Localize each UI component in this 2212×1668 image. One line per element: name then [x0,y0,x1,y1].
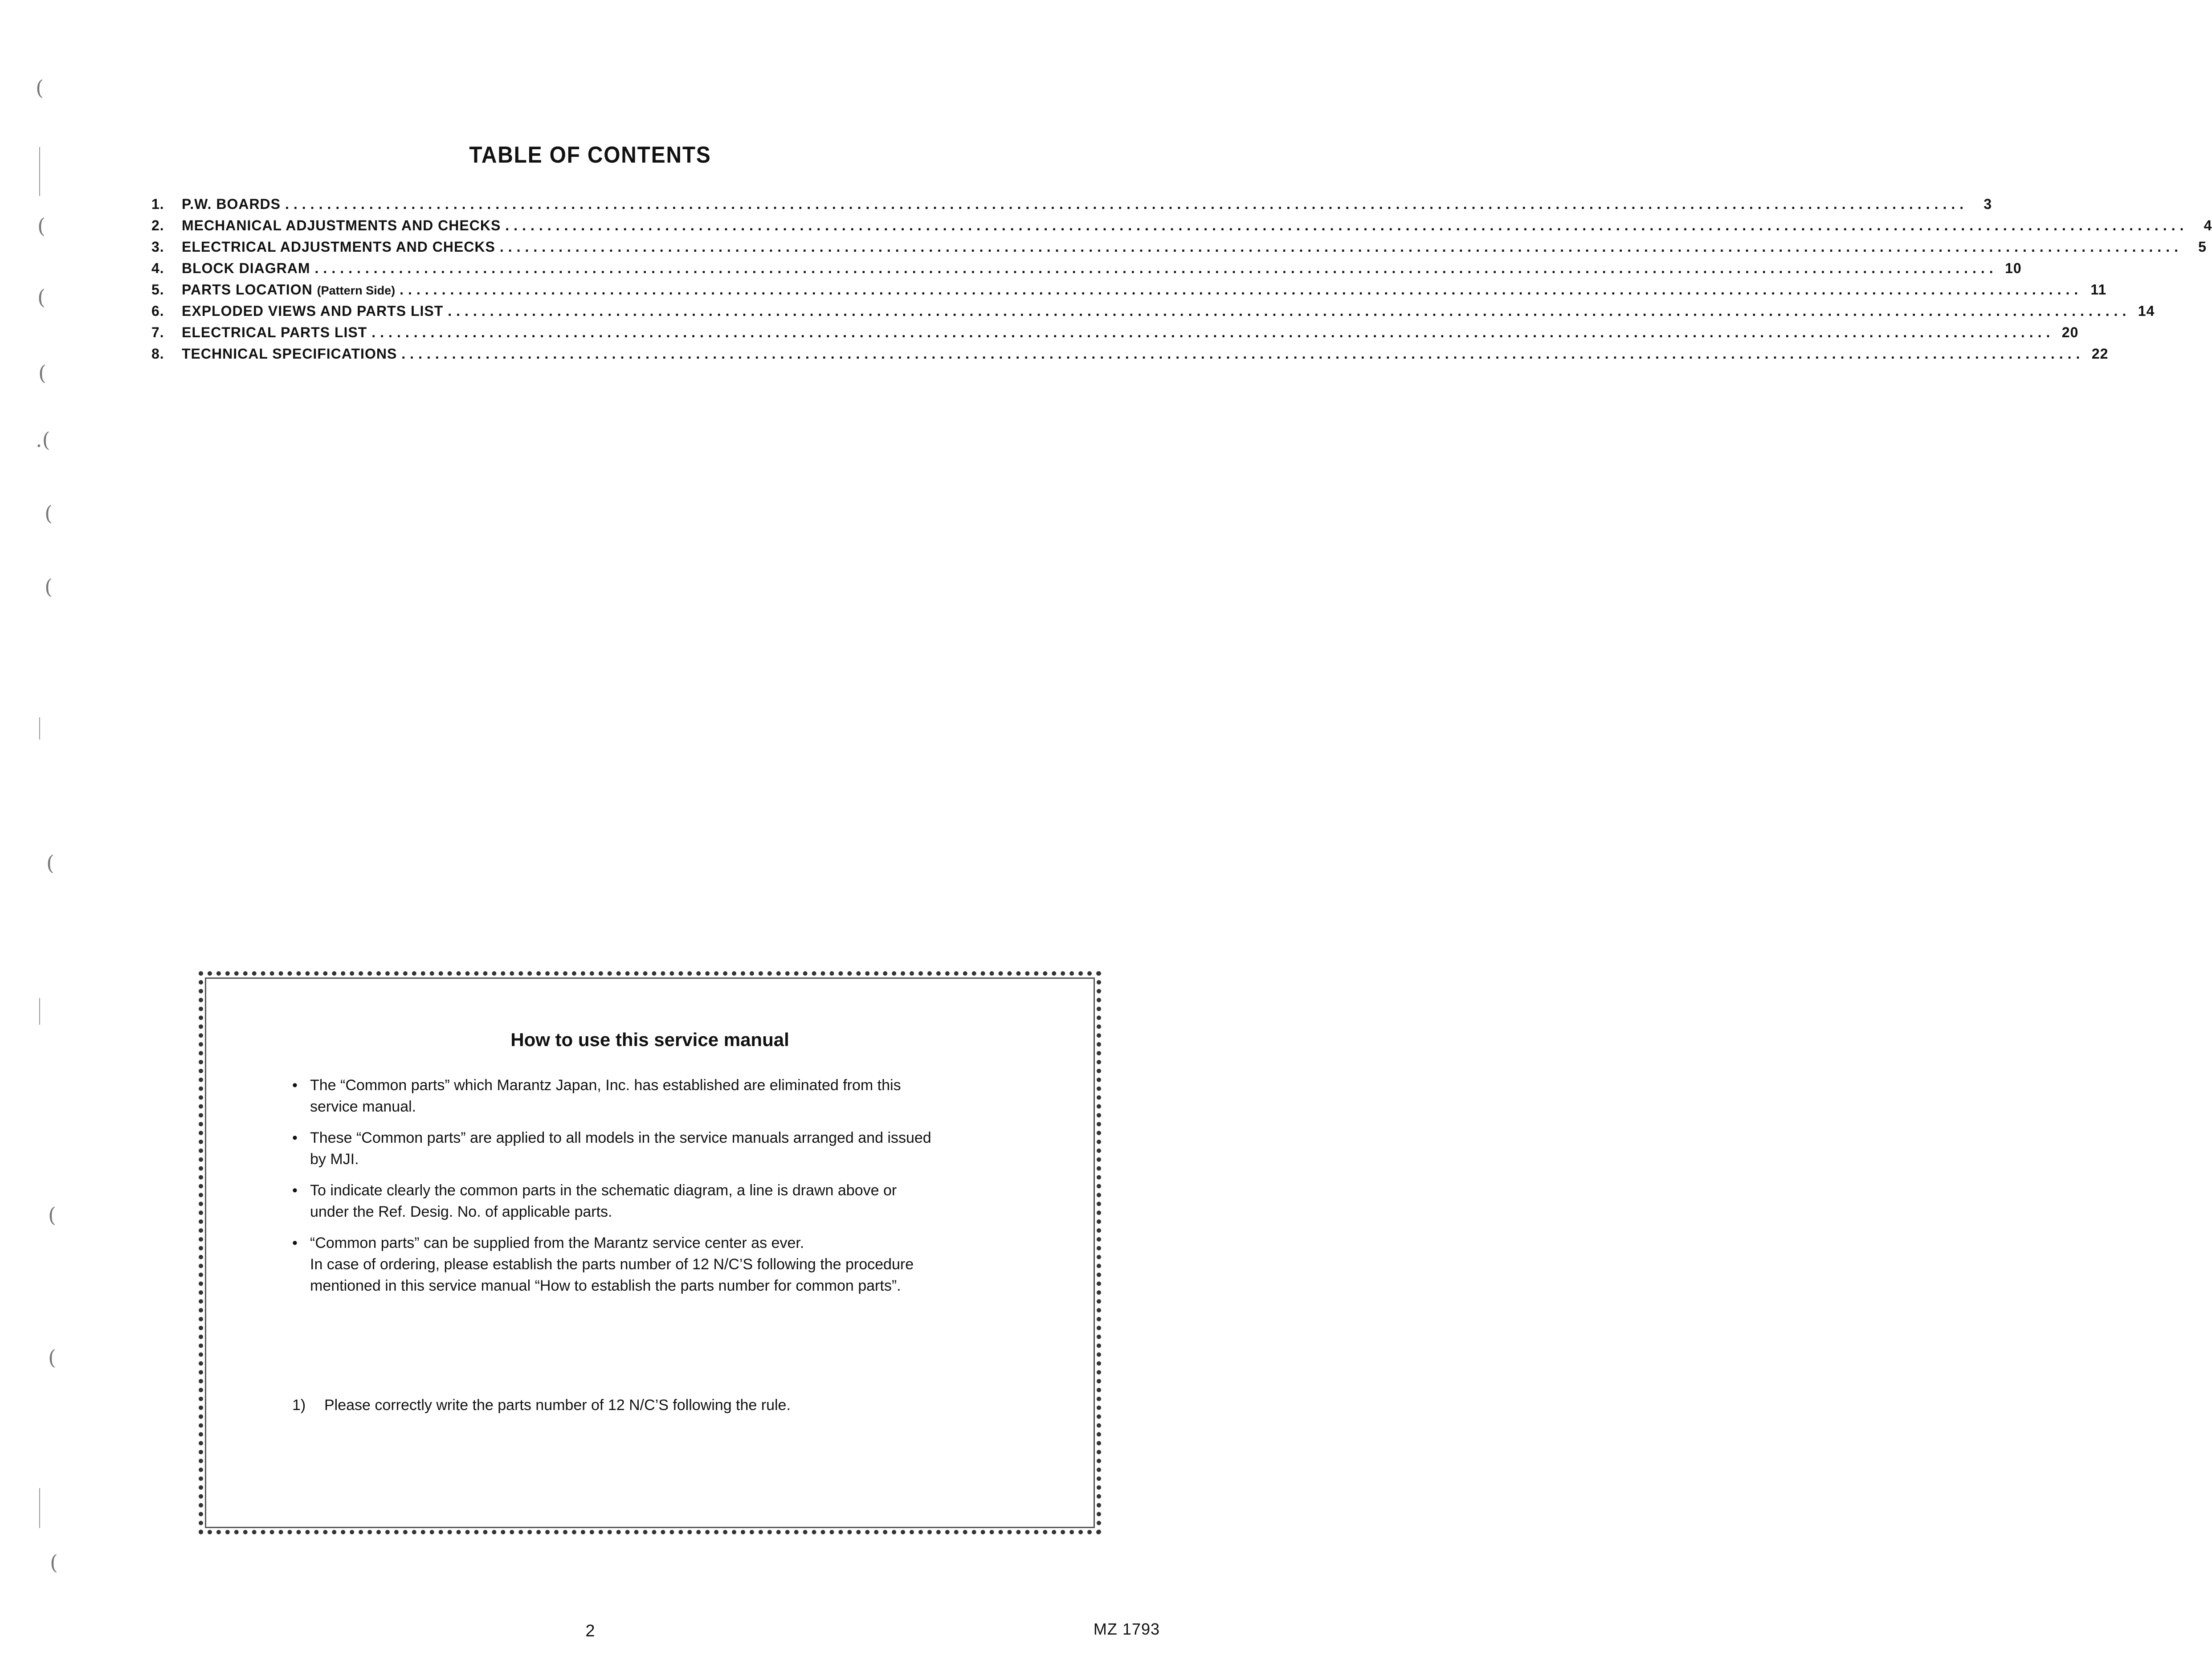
how-to-use-bullets [292,1075,1032,1306]
toc-entry [151,282,2107,303]
margin-mark: ( [48,1203,56,1227]
toc-leader-dots: ........................................................................................................................................................................................................ [285,196,1968,212]
toc-leader-dots: ........................................................................................................................................................................................................ [505,217,2188,233]
bullet-line: These “Common parts” are applied to all models in the service manuals arranged and issued [310,1129,931,1146]
toc-entry [151,217,2212,239]
toc-leader-dots: ........................................................................................................................................................................................................ [314,260,1998,276]
toc-entry-number: 5. [151,282,164,298]
toc-leader-dots: ........................................................................................................................................................................................................ [448,303,2131,319]
bullet-line: The “Common parts” which Marantz Japan, Inc. has established are eliminated from this [310,1077,901,1094]
bullet-dot-icon: • [292,1235,298,1251]
toc-entry-page: 4 [2204,217,2212,233]
bullet-line: “Common parts” can be supplied from the Marantz service center as ever. [310,1235,804,1251]
toc-entry-page: 22 [2091,346,2109,362]
toc-entry-number: 4. [151,260,164,276]
toc-entry-label: ELECTRICAL ADJUSTMENTS AND CHECKS [182,239,495,255]
toc-entry [151,196,1992,217]
toc-entry-page: 14 [2138,303,2155,319]
toc-entry-label: EXPLODED VIEWS AND PARTS LIST [182,303,444,319]
toc-entry-number: 8. [151,346,164,362]
how-to-bullet [292,1075,1032,1117]
toc-leader-dots: ........................................................................................................................................................................................................ [400,282,2083,298]
margin-rule [39,1488,40,1528]
rule-note [292,1394,791,1416]
margin-rule [39,147,40,196]
margin-mark: ( [36,76,44,100]
toc-entry-number: 1. [151,196,164,212]
bullet-line: under the Ref. Desig. No. of applicable parts. [310,1203,612,1220]
toc-entry-number: 7. [151,324,164,340]
bullet-dot-icon: • [292,1129,298,1146]
bullet-dot-icon: • [292,1182,298,1199]
toc-entry-number: 2. [151,217,164,233]
toc-entry-number: 3. [151,239,164,255]
how-to-use-box [199,971,1101,1534]
page-number: 2 [585,1622,595,1640]
margin-mark: ( [38,361,46,385]
toc-entry-label: P.W. BOARDS [182,196,281,212]
toc-entry-page: 11 [2090,282,2107,298]
margin-mark: ( [46,851,54,875]
toc-entry [151,303,2155,324]
toc-entry [151,324,2079,346]
margin-rule [39,717,40,740]
toc-entry-number: 6. [151,303,164,319]
toc-entry-page: 20 [2061,324,2079,340]
margin-rule [39,998,40,1025]
how-to-bullet [292,1180,1032,1222]
toc-entry-label: TECHNICAL SPECIFICATIONS [182,346,397,362]
toc-entry-page: 5 [2198,239,2207,255]
toc-entry [151,239,2207,260]
rule-note-text: Please correctly write the parts number of 12 N/C’S following the rule. [324,1397,791,1414]
scan-margin-marks [0,0,134,1668]
document-code: MZ 1793 [1093,1620,1160,1638]
toc-entry [151,260,2022,282]
bullet-line: In case of ordering, please establish the parts number of 12 N/C’S following the procedure [310,1256,914,1273]
margin-mark: ( [37,214,45,238]
how-to-bullet [292,1232,1032,1296]
how-to-use-title: How to use this service manual [510,1029,789,1050]
margin-mark: .( [36,428,50,452]
bullet-line: To indicate clearly the common parts in the schematic diagram, a line is drawn above or [310,1182,897,1199]
how-to-bullet [292,1127,1032,1170]
margin-mark: ( [37,285,45,309]
margin-mark: ( [48,1345,56,1370]
toc-entry-label: MECHANICAL ADJUSTMENTS AND CHECKS [182,217,501,233]
toc-leader-dots: ........................................................................................................................................................................................................ [401,346,2085,362]
rule-note-number: 1) [292,1397,306,1414]
bullet-line: service manual. [310,1098,416,1115]
toc-entry-page: 3 [1983,196,1992,212]
toc-entry-label: BLOCK DIAGRAM [182,260,310,276]
margin-mark: ( [45,575,53,599]
margin-mark: ( [50,1550,58,1574]
margin-mark: ( [45,501,53,525]
toc-leader-dots: ........................................................................................................................................................................................................ [371,324,2055,340]
toc-entry-label: ELECTRICAL PARTS LIST [182,324,367,340]
table-of-contents [151,196,2212,367]
toc-leader-dots: ........................................................................................................................................................................................................ [499,239,2183,255]
toc-entry [151,346,2109,367]
bullet-line: by MJI. [310,1151,359,1168]
toc-entry-sublabel: (Pattern Side) [317,284,396,297]
bullet-dot-icon: • [292,1077,298,1094]
toc-title: TABLE OF CONTENTS [469,142,711,168]
toc-entry-label: PARTS LOCATION (Pattern Side) [182,282,396,298]
toc-entry-page: 10 [2005,260,2022,276]
bullet-line: mentioned in this service manual “How to establish the parts number for common parts”. [310,1277,901,1294]
